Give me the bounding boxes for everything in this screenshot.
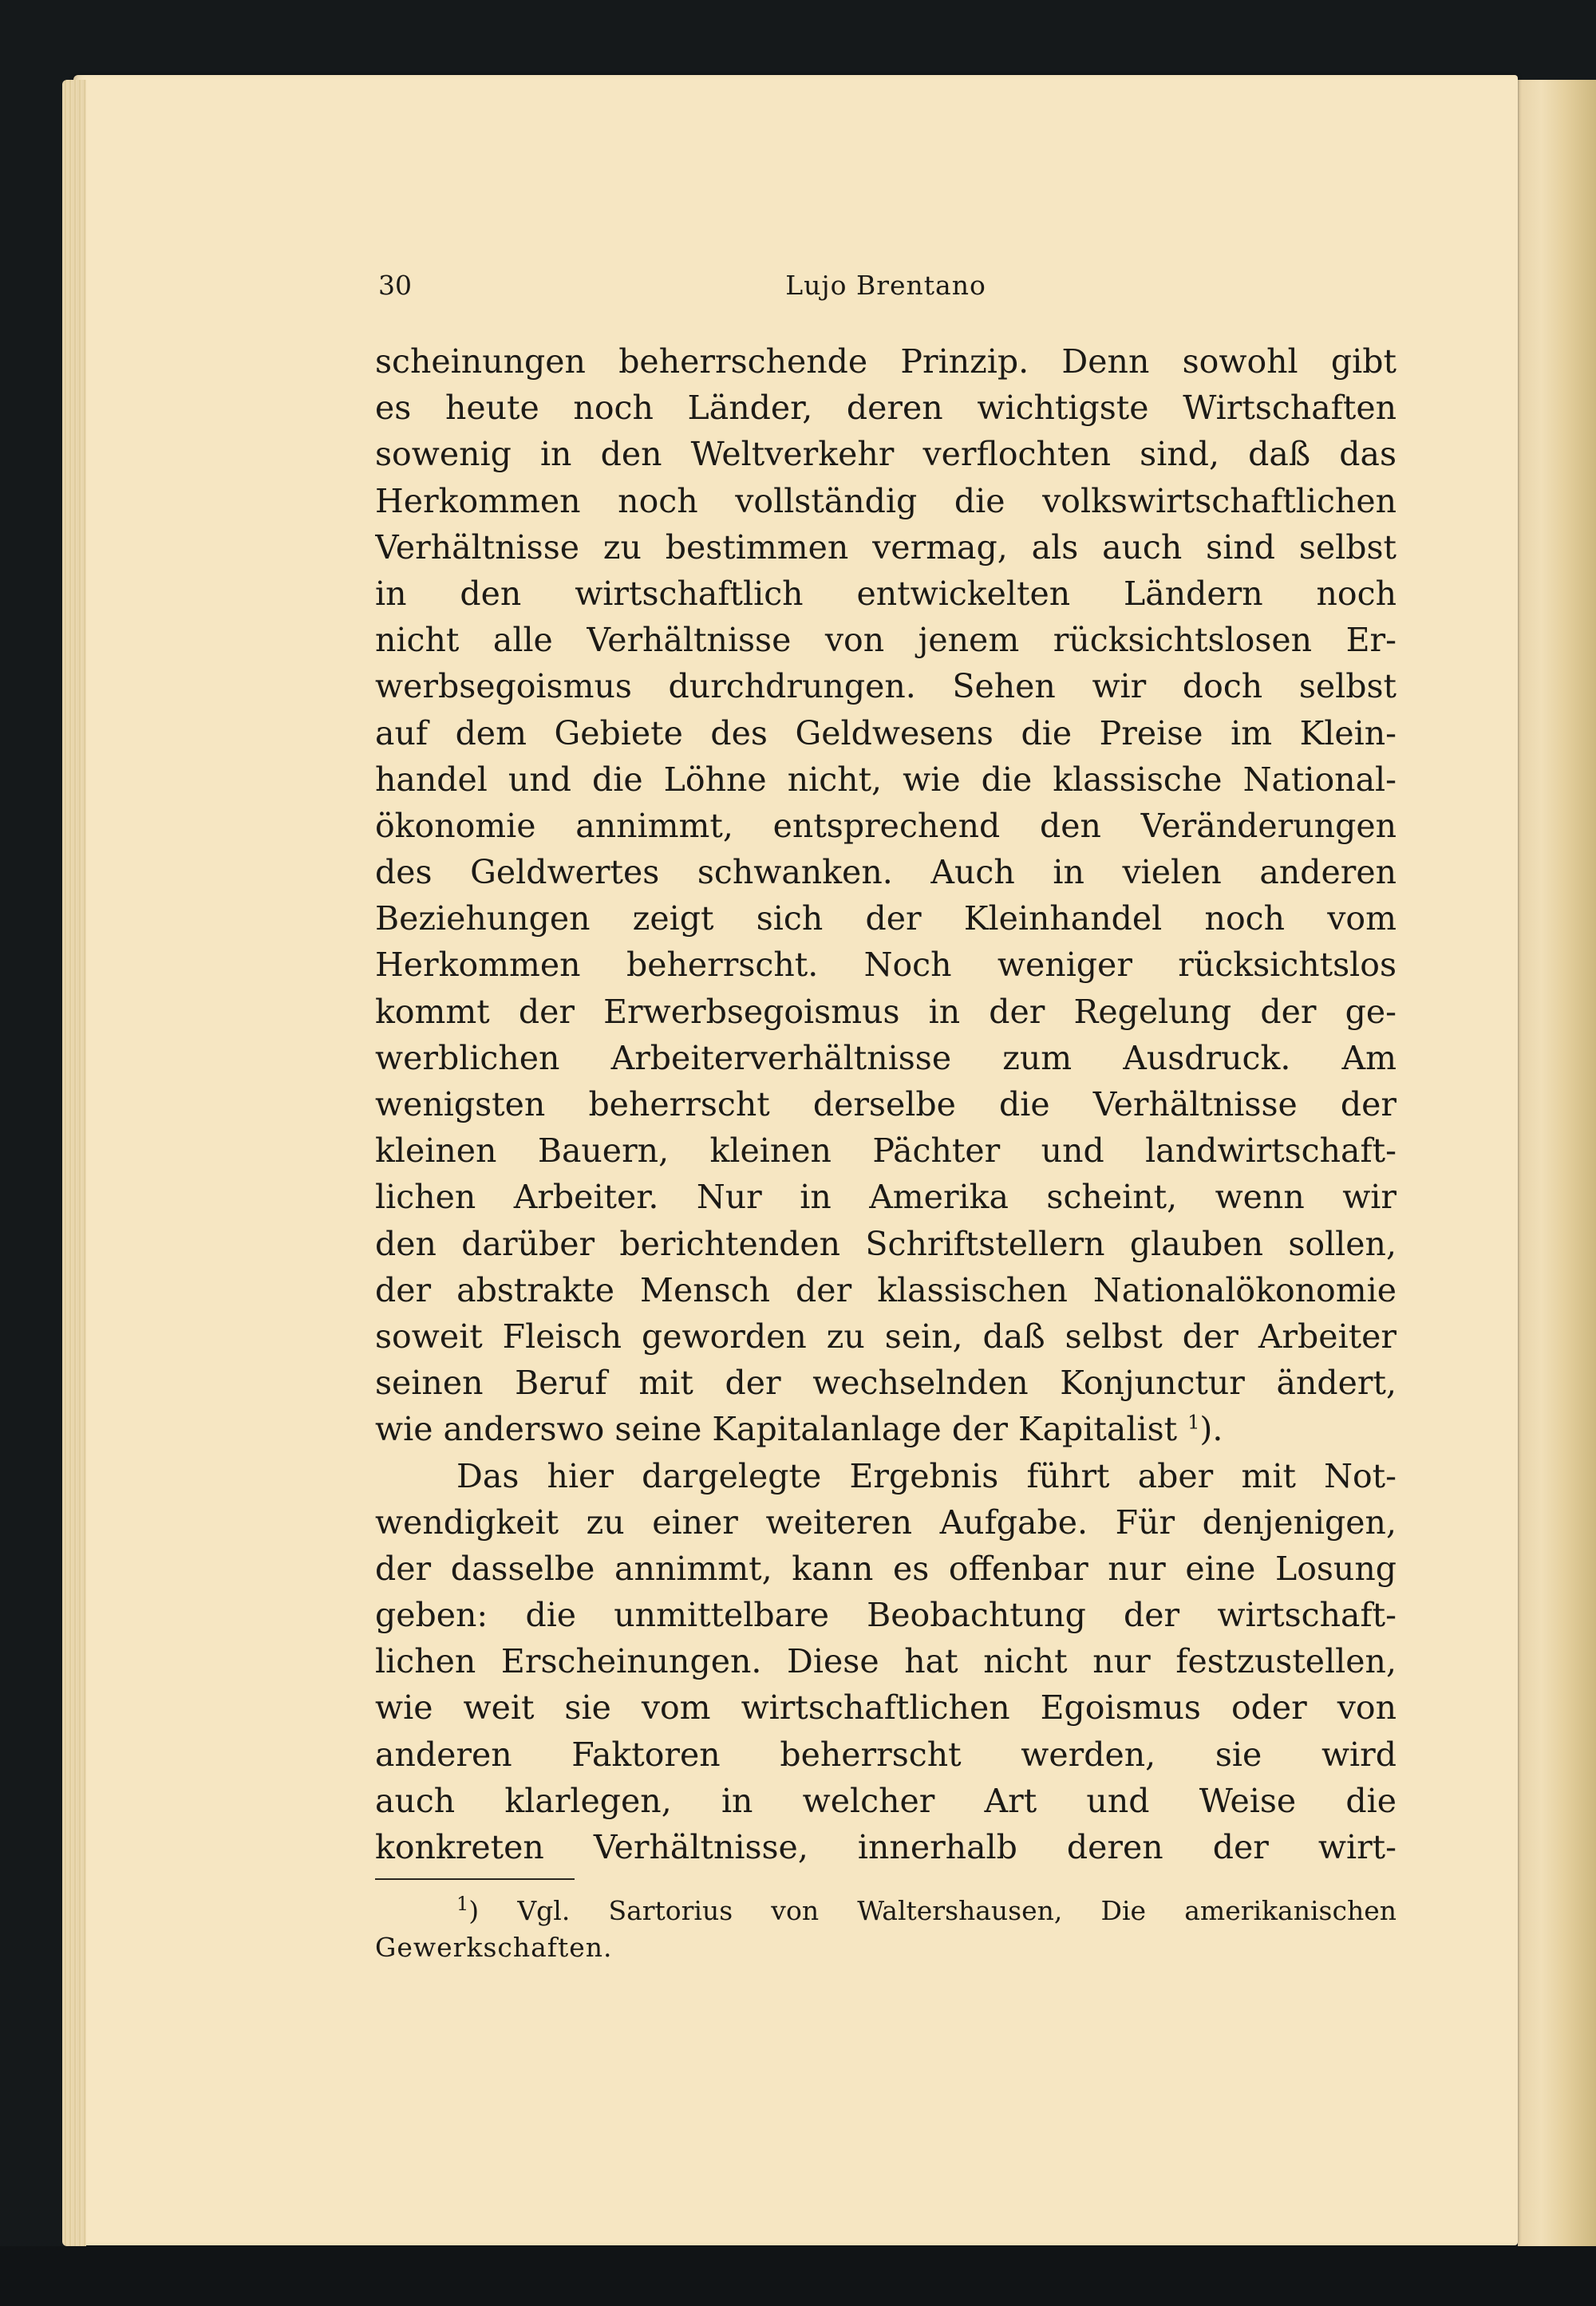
body-line: nicht alle Verhältnisse von jenem rücksichtslosen Er- — [375, 621, 1396, 660]
body-line: kommt der Erwerbsegoismus in der Regelung der ge- — [375, 992, 1396, 1031]
footnote-marker: 1 — [456, 1893, 469, 1916]
body-line: seinen Beruf mit der wechselnden Konjunctur ändert, — [375, 1364, 1396, 1403]
body-line: wendigkeit zu einer weiteren Aufgabe. Für denjenigen, — [375, 1502, 1396, 1542]
running-head: Lujo Brentano — [785, 270, 986, 301]
body-line: lichen Arbeiter. Nur in Amerika scheint, wenn wir — [375, 1178, 1396, 1217]
footnote-line: Gewerkschaften. — [375, 1932, 613, 1964]
body-line: soweit Fleisch geworden zu sein, daß selbst der Arbeiter — [375, 1317, 1396, 1356]
body-line: anderen Faktoren beherrscht werden, sie wird — [375, 1735, 1396, 1774]
paragraph-1 — [375, 338, 1396, 1453]
body-line: kleinen Bauern, kleinen Pächter und landwirtschaft- — [375, 1131, 1396, 1171]
page-edge-right — [1518, 80, 1596, 2306]
footnote-text: Vgl. Sartorius von Waltershausen, Die amerikanischen — [517, 1895, 1396, 1927]
body-line: konkreten Verhältnisse, innerhalb deren der wirt- — [375, 1828, 1396, 1866]
body-line: wenigsten beherrscht derselbe die Verhältnisse der — [375, 1085, 1396, 1123]
body-line: Das hier dargelegte Ergebnis führt aber mit Not- — [456, 1456, 1396, 1495]
body-line: wie weit sie vom wirtschaftlichen Egoismus oder von — [375, 1688, 1396, 1728]
body-line: des Geldwertes schwanken. Auch in vielen anderen — [375, 853, 1396, 892]
footnote — [375, 1893, 1396, 1966]
footnote-line — [375, 1893, 1396, 1929]
body-line: handel und die Löhne nicht, wie die klassische National- — [375, 760, 1396, 799]
footnote-marker-close: ) — [468, 1895, 480, 1927]
body-line: sowenig in den Weltverkehr verflochten sind, daß das — [375, 435, 1396, 474]
body-line: Herkommen beherrscht. Noch weniger rücksichtslos — [375, 946, 1396, 985]
body-line: Herkommen noch vollständig die volkswirtschaftlichen — [375, 481, 1396, 520]
background-dark — [0, 2246, 1596, 2306]
body-line: Beziehungen zeigt sich der Kleinhandel noch vom — [375, 899, 1396, 938]
line-end-punctuation: ). — [1199, 1410, 1223, 1449]
body-line: geben: die unmittelbare Beobachtung der wirtschaft- — [375, 1596, 1396, 1635]
body-line: auch klarlegen, in welcher Art und Weise die — [375, 1781, 1396, 1820]
body-line: werbsegoismus durchdrungen. Sehen wir doch selbst — [375, 667, 1396, 706]
body-line: der abstrakte Mensch der klassischen Nationalökonomie — [375, 1270, 1396, 1309]
body-line: werblichen Arbeiterverhältnisse zum Ausdruck. Am — [375, 1038, 1396, 1077]
text-block — [375, 270, 1396, 1966]
body-line: den darüber berichtenden Schriftstellern glauben sollen, — [375, 1224, 1396, 1263]
body-line: es heute noch Länder, deren wichtigste Wirtschaften — [375, 389, 1396, 428]
body-line: in den wirtschaftlich entwickelten Ländern noch — [375, 574, 1396, 613]
page-number: 30 — [378, 270, 412, 301]
body-line-with-footnote-ref — [375, 1406, 1396, 1452]
body-line-text: wie anderswo seine Kapitalanlage der Kapitalist — [375, 1410, 1178, 1449]
body-line: der dasselbe annimmt, kann es offenbar nur eine Losung — [375, 1549, 1396, 1588]
body-line: Verhältnisse zu bestimmen vermag, als auch sind selbst — [375, 527, 1396, 567]
footnote-reference[interactable]: 1 — [1187, 1411, 1200, 1434]
body-line: scheinungen beherrschende Prinzip. Denn sowohl gibt — [375, 342, 1396, 381]
body-line: ökonomie annimmt, entsprechend den Veränderungen — [375, 806, 1396, 845]
body-line: lichen Erscheinungen. Diese hat nicht nur festzustellen, — [375, 1642, 1396, 1681]
footnote-rule — [375, 1878, 575, 1880]
page-stack-left — [62, 80, 86, 2246]
page-header — [375, 270, 1396, 310]
paragraph-2 — [375, 1453, 1396, 1871]
body-line: auf dem Gebiete des Geldwesens die Preise im Klein- — [375, 713, 1396, 752]
